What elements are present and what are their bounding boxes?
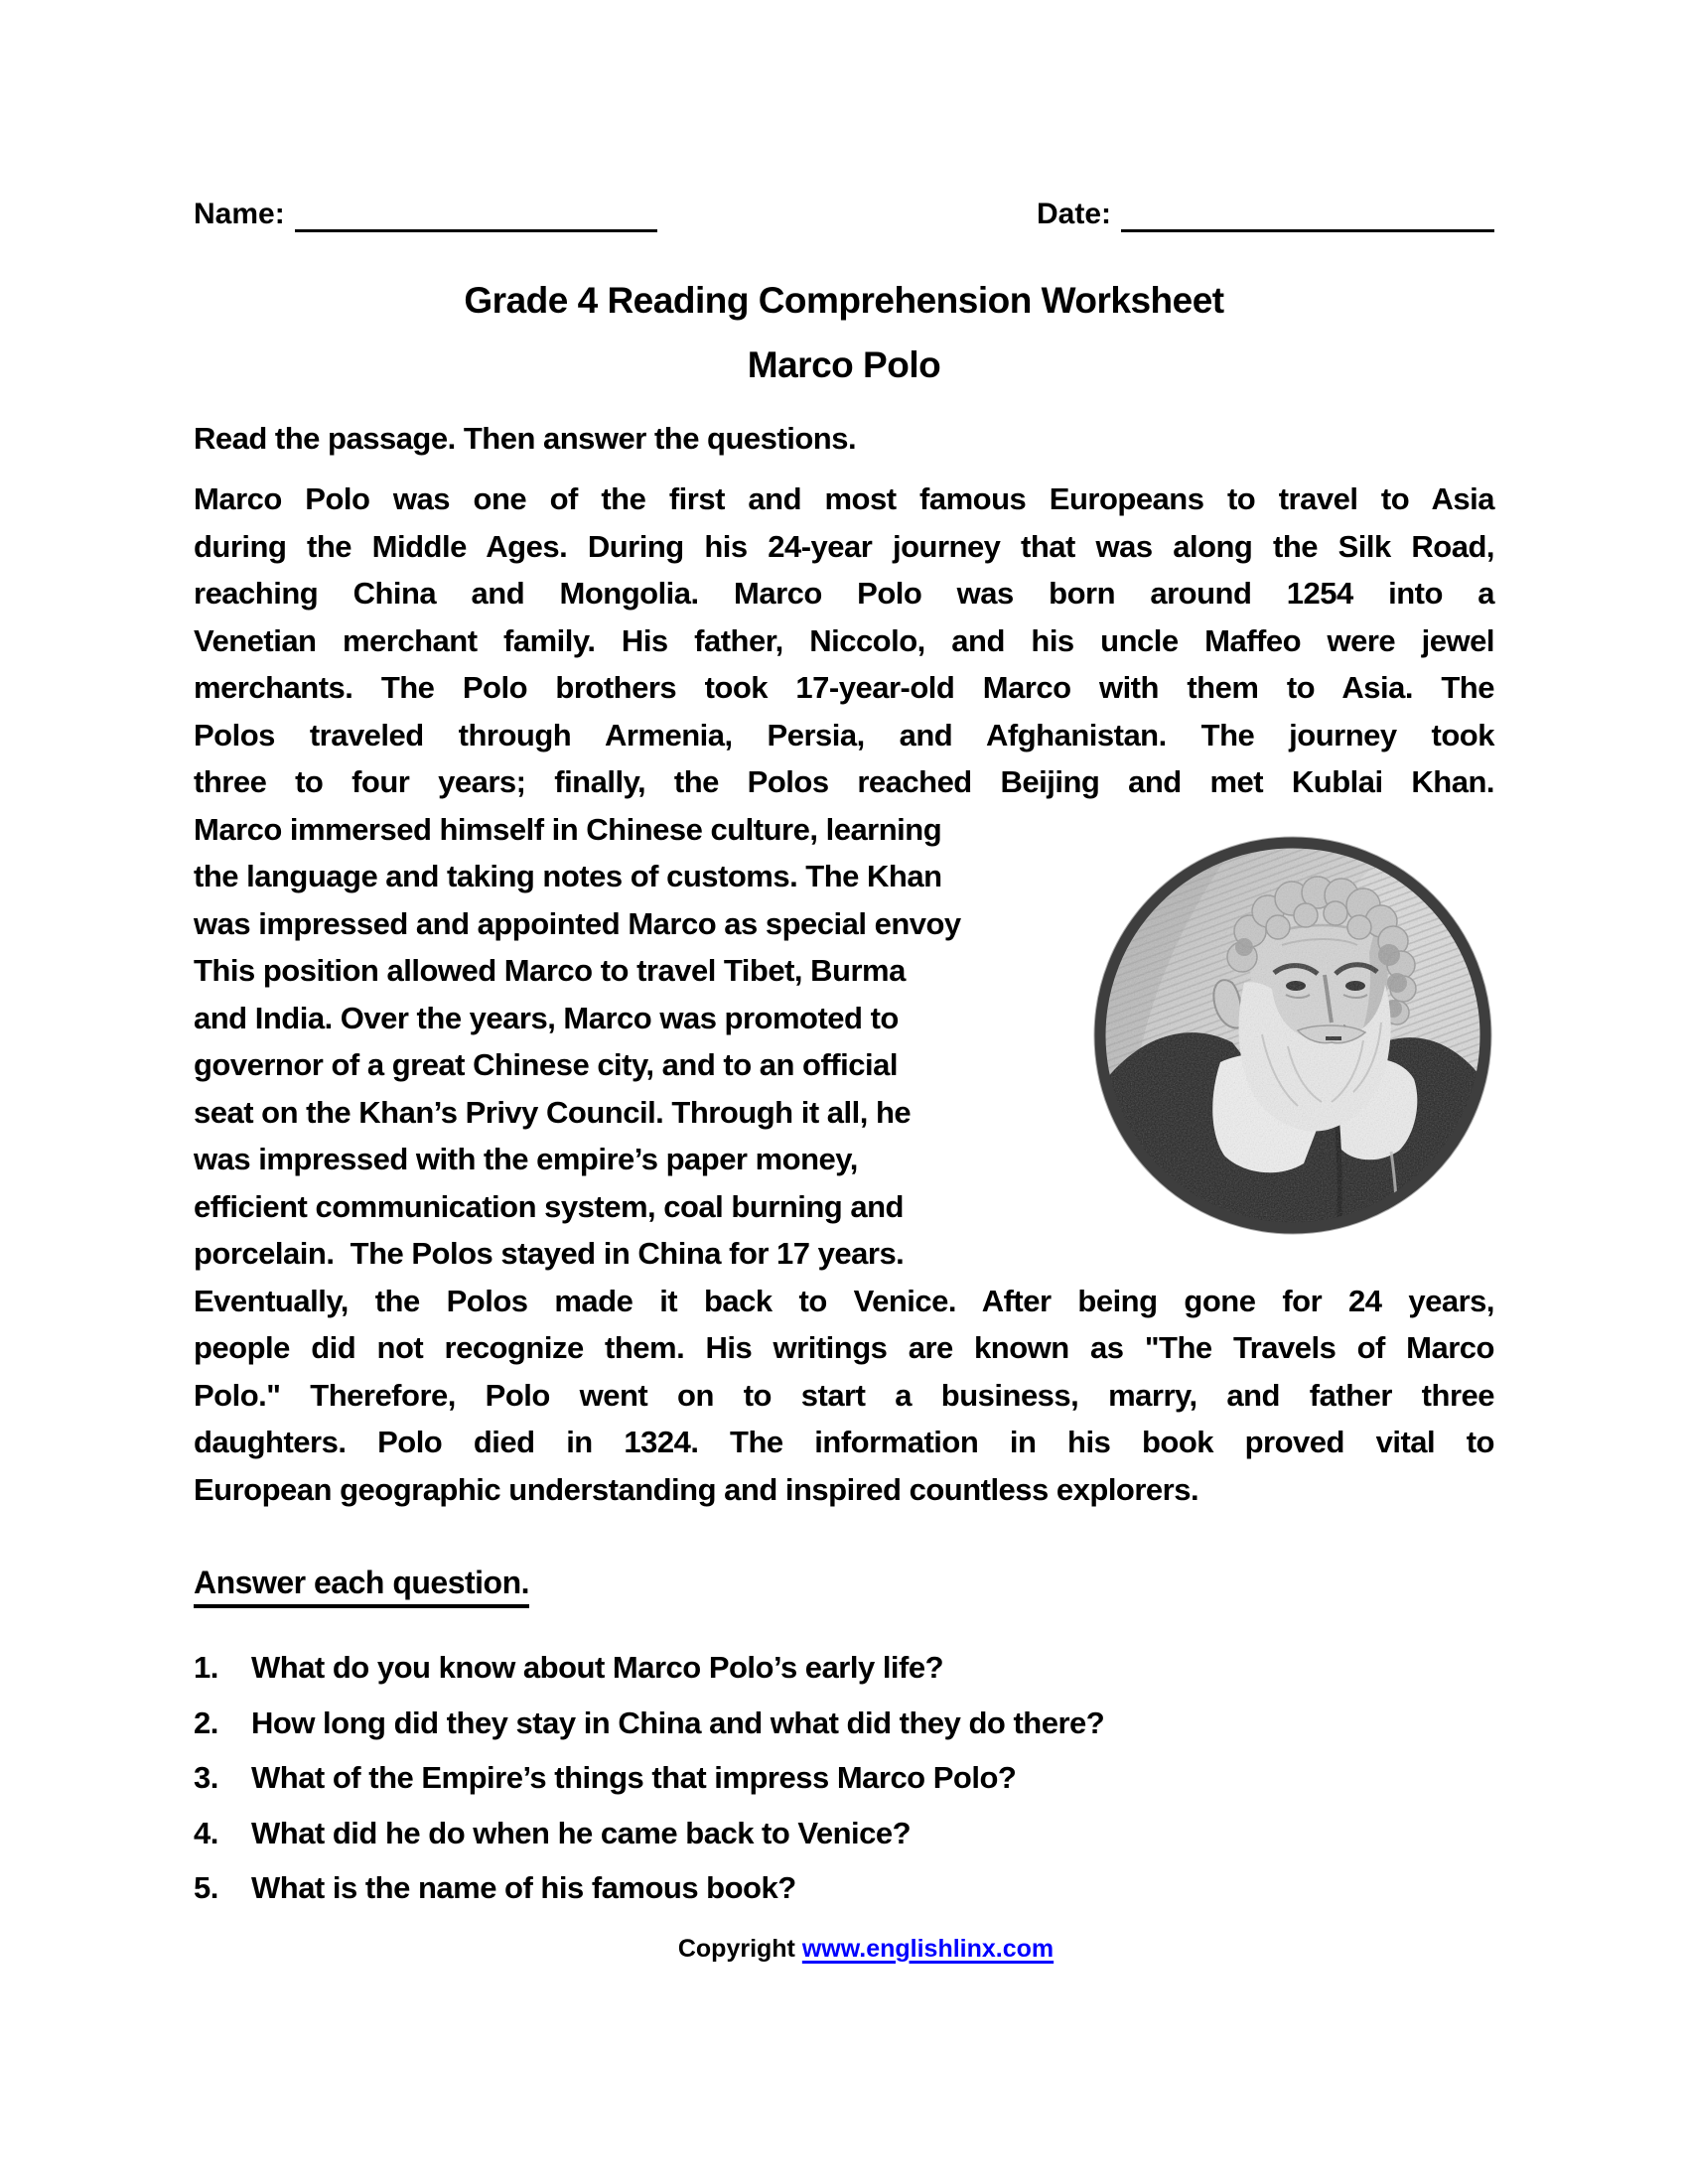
passage-line: merchants. The Polo brothers took 17-year-old Marco with them to Asia. The (194, 670, 1494, 705)
passage-line: the language and taking notes of customs. The Khan (194, 859, 942, 893)
name-blank-line (295, 198, 657, 232)
question-number: 1. (194, 1650, 218, 1685)
date-blank-line (1121, 198, 1494, 232)
passage-line: porcelain. The Polos stayed in China for 17 years. (194, 1236, 905, 1271)
question-text: How long did they stay in China and what did they do there? (251, 1705, 1105, 1740)
question-item (194, 1750, 1544, 1806)
question-item (194, 1860, 1544, 1916)
passage-line: seat on the Khan’s Privy Council. Through it all, he (194, 1094, 912, 1130)
question-number: 4. (194, 1815, 218, 1850)
worksheet-title: Grade 4 Reading Comprehension Worksheet (464, 280, 1224, 321)
passage-line: governor of a great Chinese city, and to an official (194, 1047, 898, 1082)
copyright-link[interactable]: www.englishlinx.com (801, 1935, 1055, 1963)
passage-line: was impressed with the empire’s paper money, (194, 1142, 858, 1176)
passage-line: during the Middle Ages. During his 24-year journey that was along the Silk Road, (194, 528, 1494, 564)
question-item (194, 1806, 1544, 1861)
question-text: What of the Empire’s things that impress Marco Polo? (251, 1760, 1017, 1795)
name-date-row (194, 197, 1494, 232)
passage-line: Polo." Therefore, Polo went on to start a business, marry, and father three (194, 1377, 1494, 1413)
title-block (0, 268, 1688, 397)
marco-polo-portrait (1093, 836, 1492, 1235)
name-label: Name: (194, 198, 285, 230)
question-text: What is the name of his famous book? (251, 1870, 796, 1905)
passage-line: efficient communication system, coal burning and (194, 1188, 904, 1224)
questions-list (194, 1640, 1544, 1916)
passage-line: three to four years; finally, the Polos reached Beijing and met Kublai Khan. (194, 764, 1494, 799)
passage-line: Eventually, the Polos made it back to Venice. After being gone for 24 years, (194, 1283, 1494, 1318)
question-text: What did he do when he came back to Venice? (251, 1815, 912, 1850)
copyright-label: Copyright (677, 1935, 795, 1963)
footer (0, 1935, 1688, 1964)
passage-line: daughters. Polo died in 1324. The information in his book proved vital to (194, 1425, 1494, 1459)
passage-line: Marco Polo was one of the first and most famous Europeans to travel to Asia (194, 481, 1494, 516)
question-number: 2. (194, 1705, 218, 1740)
date-label: Date: (1036, 198, 1111, 230)
question-text: What do you know about Marco Polo’s early life? (251, 1650, 944, 1685)
question-item (194, 1696, 1544, 1751)
worksheet-subtitle: Marco Polo (747, 344, 941, 385)
passage-line: was impressed and appointed Marco as special envoy (194, 905, 961, 941)
question-item (194, 1640, 1544, 1696)
passage-line: This position allowed Marco to travel Tibet, Burma (194, 953, 906, 988)
passage-line: European geographic understanding and inspired countless explorers. (194, 1471, 1199, 1507)
name-field (194, 197, 657, 232)
passage-line: reaching China and Mongolia. Marco Polo was born around 1254 into a (194, 576, 1494, 611)
passage-line: Polos traveled through Armenia, Persia, and Afghanistan. The journey took (194, 717, 1494, 752)
passage-line: Venetian merchant family. His father, Niccolo, and his uncle Maffeo were jewel (194, 622, 1494, 658)
instructions-text: Read the passage. Then answer the questions. (194, 421, 857, 456)
passage-line: Marco immersed himself in Chinese culture, learning (194, 811, 942, 847)
date-field (1037, 197, 1494, 232)
marco-polo-portrait-image (1093, 836, 1492, 1235)
passage-line: people did not recognize them. His writings are known as "The Travels of Marco (194, 1330, 1494, 1365)
question-number: 3. (194, 1760, 218, 1795)
answer-heading: Answer each question. (194, 1565, 529, 1601)
passage-line: and India. Over the years, Marco was promoted to (194, 1000, 899, 1035)
question-number: 5. (194, 1870, 218, 1905)
